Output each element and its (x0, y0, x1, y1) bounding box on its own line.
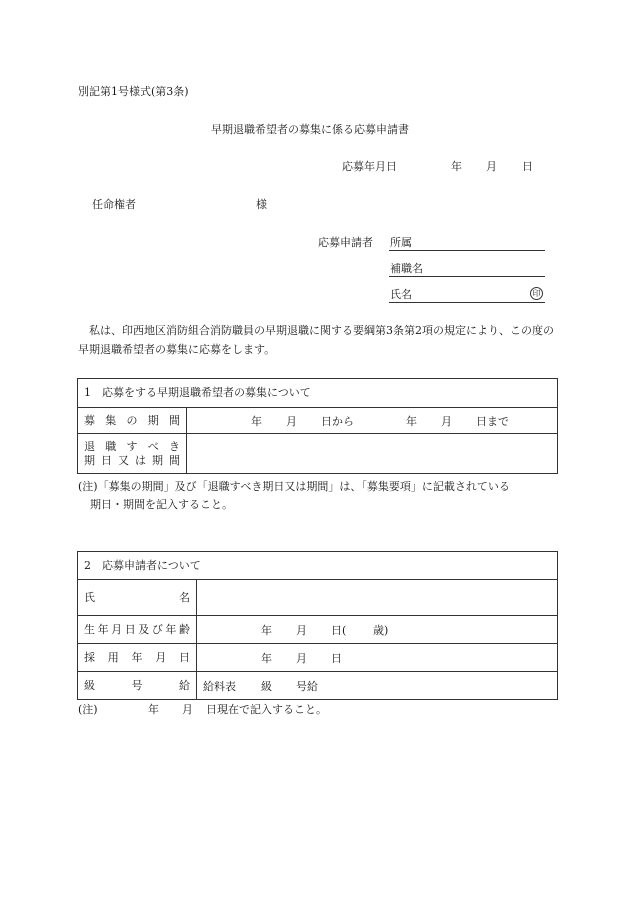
name-row-label: 氏 名 (78, 580, 197, 616)
honorific-sama: 様 (256, 198, 267, 211)
recruitment-period-field[interactable]: 年 月 日から 年 月 日まで (187, 408, 558, 434)
position-label: 補職名 (390, 262, 423, 275)
affiliation-label: 所属 (390, 236, 412, 249)
date-day-unit: 日 (522, 160, 533, 173)
section1-note: (注)「募集の期間」及び「退職すべき期日又は期間」は、「募集要項」に記載されている (78, 480, 510, 493)
position-field-line[interactable] (389, 276, 545, 277)
seal-mark: 印 (530, 287, 543, 300)
section2-note-suffix: 日現在で記入すること。 (206, 703, 327, 716)
hire-date-label: 採 用 年 月 日 (78, 644, 197, 672)
birthdate-age-field[interactable]: 年 月 日( 歳) (197, 616, 558, 644)
salary-grade-field[interactable]: 給料表 級 号給 (197, 672, 558, 700)
birthdate-age-label: 生 年 月 日 及 び 年 齢 (78, 616, 197, 644)
applicant-table (77, 551, 558, 700)
form-number: 別記第1号様式(第3条) (78, 85, 189, 98)
date-year-unit: 年 (451, 160, 462, 173)
applicant-name-label: 氏名 (390, 288, 412, 301)
salary-grade-label: 級 号 給 (78, 672, 197, 700)
name-field-line[interactable] (389, 302, 545, 303)
retirement-date-field[interactable] (187, 434, 558, 474)
retirement-date-label: 退 職 す べ き 期 日 又 は 期 間 (78, 434, 187, 474)
date-month-unit: 月 (486, 160, 497, 173)
section2-note-prefix: (注) (78, 703, 98, 716)
section2-heading: 2 応募申請者について (78, 552, 558, 580)
applicant-heading: 応募申請者 (318, 236, 373, 249)
affiliation-field-line[interactable] (389, 250, 545, 251)
appointing-authority-label: 任命権者 (92, 198, 136, 211)
section2-note-year: 年 (148, 703, 159, 716)
section2-note-month: 月 (182, 703, 193, 716)
application-date-label: 応募年月日 (342, 160, 397, 173)
name-field[interactable] (197, 580, 558, 616)
hire-date-field[interactable]: 年 月 日 (197, 644, 558, 672)
application-statement: 私は、印西地区消防組合消防職員の早期退職に関する要綱第3条第2項の規定により、この度の早期退職希望者の募集に応募をします。 (78, 324, 554, 356)
section1-heading: 1 応募をする早期退職希望者の募集について (78, 379, 558, 408)
recruitment-table (77, 378, 558, 474)
recruitment-period-label: 募 集 の 期 間 (78, 408, 187, 434)
section1-note-line2: 期日・期間を記入すること。 (90, 498, 233, 511)
form-title: 早期退職希望者の募集に係る応募申請書 (211, 123, 409, 136)
